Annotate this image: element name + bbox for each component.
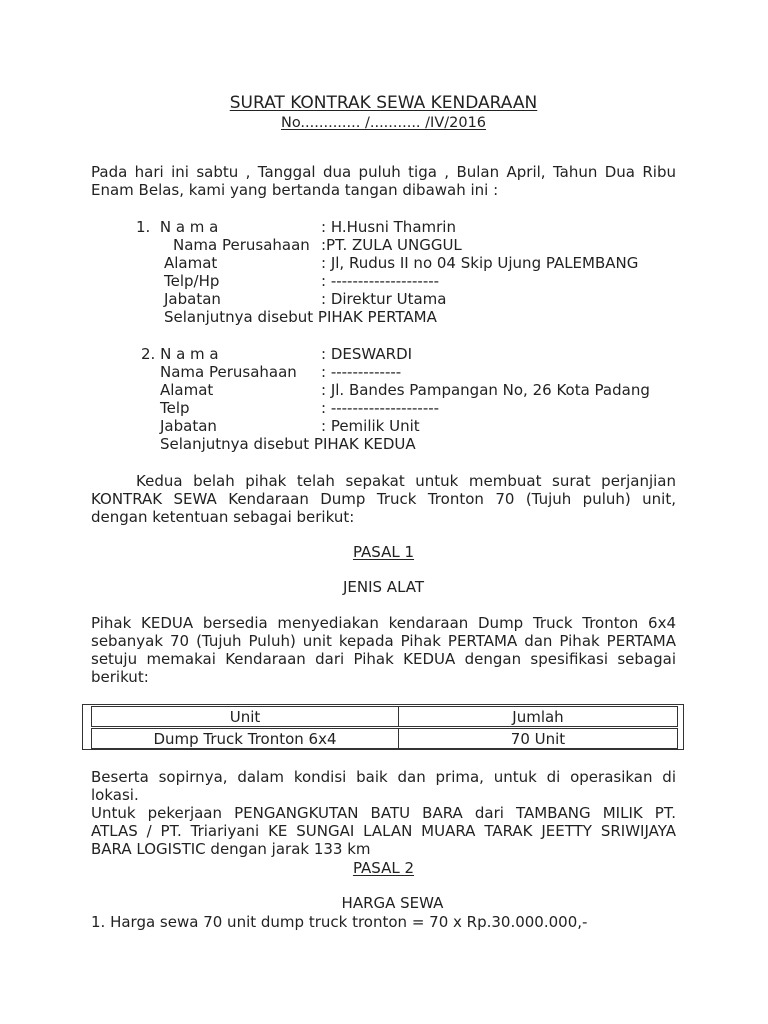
pasal-1-heading <box>91 543 676 561</box>
party-1-designation: Selanjutnya disebut PIHAK PERTAMA <box>164 308 437 326</box>
pasal-2-heading-text: PASAL 2 <box>352 859 415 877</box>
agreement-line-2: KONTRAK SEWA Kendaraan Dump Truck Tronton 70 (Tujuh puluh) unit, <box>91 490 676 508</box>
conditions-line-4: ATLAS / PT. Triariyani KE SUNGAI LALAN MUARA TARAK JEETTY SRIWIJAYA <box>91 822 676 840</box>
party-2-name: : DESWARDI <box>321 345 413 363</box>
table-cell-unit: Dump Truck Tronton 6x4 <box>92 728 399 749</box>
party-1-designation-row <box>0 308 768 326</box>
pasal-1-line-3: setuju memakai Kendaraan dari Pihak KEDUA dengan spesifikasi sebagai <box>91 650 676 668</box>
party-1-position-label: Jabatan <box>164 290 221 308</box>
pasal-1-heading-text: PASAL 1 <box>352 543 415 561</box>
party-1-phone-row <box>0 272 768 290</box>
intro-line-1: Pada hari ini sabtu , Tanggal dua puluh tiga , Bulan April, Tahun Dua Ribu <box>91 163 676 181</box>
conditions-line-3: Untuk pekerjaan PENGANGKUTAN BATU BARA dari TAMBANG MILIK PT. <box>91 804 676 822</box>
party-1-position: : Direktur Utama <box>321 290 447 308</box>
party-2-designation: Selanjutnya disebut PIHAK KEDUA <box>160 435 416 453</box>
intro-line-2: Enam Belas, kami yang bertanda tangan dibawah ini : <box>91 181 499 199</box>
pasal-2-heading <box>91 859 676 877</box>
conditions-line-1: Beserta sopirnya, dalam kondisi baik dan prima, untuk di operasikan di <box>91 768 676 786</box>
table-header-row <box>92 707 678 728</box>
party-1-phone: : -------------------- <box>321 272 440 290</box>
document-number <box>91 115 676 132</box>
agreement-line-3: dengan ketentuan sebagai berikut: <box>91 508 355 526</box>
party-2-phone-row <box>0 399 768 417</box>
party-2-position-row <box>0 417 768 435</box>
party-1-address: : Jl, Rudus II no 04 Skip Ujung PALEMBANG <box>321 254 639 272</box>
table-cell-jumlah: 70 Unit <box>399 728 678 749</box>
party-2-phone: : -------------------- <box>321 399 440 417</box>
conditions-line-5: BARA LOGISTIC dengan jarak 133 km <box>91 840 371 858</box>
party-2-address-label: Alamat <box>160 381 214 399</box>
party-2-designation-row <box>0 435 768 453</box>
table-row <box>92 728 678 749</box>
party-2-company-label: Nama Perusahaan <box>160 363 297 381</box>
party-2-company-row <box>0 363 768 381</box>
pasal-1-subheading: JENIS ALAT <box>342 578 425 596</box>
party-2-company: : ------------- <box>321 363 402 381</box>
table-header-unit: Unit <box>92 707 399 728</box>
party-1-position-row <box>0 290 768 308</box>
party-1-name-row <box>0 218 768 236</box>
pasal-1-line-2: sebanyak 70 (Tujuh Puluh) unit kepada Pihak PERTAMA dan Pihak PERTAMA <box>91 632 676 650</box>
party-2-phone-label: Telp <box>160 399 190 417</box>
party-1-company: :PT. ZULA UNGGUL <box>321 236 462 254</box>
unit-table <box>91 706 678 749</box>
party-1-address-label: Alamat <box>164 254 218 272</box>
conditions-line-2: lokasi. <box>91 786 139 804</box>
party-2-number-label: 2. N a m a <box>141 345 219 363</box>
unit-table-frame <box>82 704 684 750</box>
pasal-1-line-1: Pihak KEDUA bersedia menyediakan kendaraan Dump Truck Tronton 6x4 <box>91 614 676 632</box>
party-1-company-row <box>0 236 768 254</box>
party-2-name-row <box>0 345 768 363</box>
document-number-text: No............. /........... /IV/2016 <box>280 115 487 131</box>
table-header-jumlah: Jumlah <box>399 707 678 728</box>
pasal-2-subheading: HARGA SEWA <box>341 894 444 912</box>
party-1-address-row <box>0 254 768 272</box>
party-2-position: : Pemilik Unit <box>321 417 420 435</box>
document-title-text: SURAT KONTRAK SEWA KENDARAAN <box>229 93 538 113</box>
document-title <box>91 93 676 113</box>
party-2-address: : Jl. Bandes Pampangan No, 26 Kota Padang <box>321 381 650 399</box>
party-1-number-label: 1. N a m a <box>136 218 219 236</box>
pasal-2-item-1: 1. Harga sewa 70 unit dump truck tronton = 70 x Rp.30.000.000,- <box>91 913 588 931</box>
party-1-name: : H.Husni Thamrin <box>321 218 456 236</box>
party-2-position-label: Jabatan <box>160 417 217 435</box>
party-1-company-label: Nama Perusahaan <box>173 236 310 254</box>
party-2-address-row <box>0 381 768 399</box>
agreement-line-1: Kedua belah pihak telah sepakat untuk membuat surat perjanjian <box>136 472 676 490</box>
party-1-phone-label: Telp/Hp <box>164 272 220 290</box>
pasal-1-line-4: berikut: <box>91 668 149 686</box>
